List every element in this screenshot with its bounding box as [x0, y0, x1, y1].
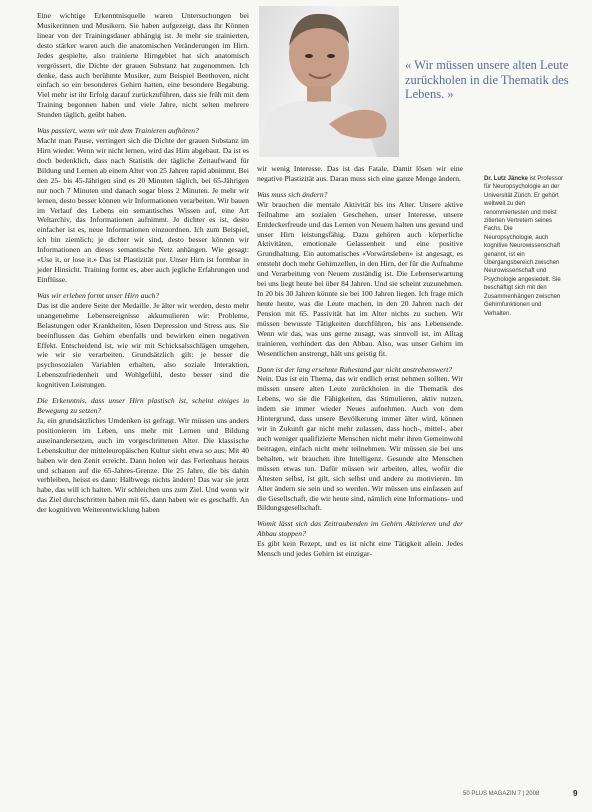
- interview-question: Womit lässt sich das Zeitraubenden im Gehirn Aktivieren und der Abbau stoppen?: [257, 519, 463, 539]
- author-bio: [484, 175, 564, 318]
- interview-question: Dann ist der lang ersehnte Ruhestand gar nicht anstrebenswert?: [257, 364, 453, 374]
- interview-question: Was passiert, wenn wir mit dem Trainieren aufhören?: [37, 126, 199, 136]
- article-paragraph: Eine wichtige Erkenntnisquelle waren Untersuchungen bei Musikerinnen und Musikern. Sie haben aufgezeigt, dass ihr Können linear von der Trainingsdauer abhängig ist. Je mehr sie trainierten, desto stärker waren auch die anatomischen Veränderungen im Hirn. Jedes gespielte, also trainierte Hirngebiet hat sich anatomisch vergrössert, die Dichte der grauen Substanz hat zugenommen. Ich denke, dass auch berühmte Musiker, zum Beispiel Beethoven, nicht einfach so ein besonderes Gehirn hatten, eine besondere Begabung. Viel mehr ist ihr Erfolg darauf zurückzuführen, dass sie früh mit dem Training begonnen haben und viele Jahre, nicht selten mehrere Stunden täglich, geübt haben.: [37, 11, 249, 120]
- portrait-illustration: [259, 6, 399, 157]
- pull-quote: « Wir müssen unsere alten Leute zurückholen in die Thematik des Lebens. »: [405, 58, 569, 101]
- article-paragraph: Ja, ein grundsätzliches Umdenken ist gefragt. Wir müssen uns anders positionieren im Leben, uns mehr mit Lernen und Bildung auseinandersetzen, auch im vorgeschrittenen Alter. Die klassische Lebenskultur der mitteleuropäischen Kultur sieht etwa so aus: Mit 40 haben wir den Zenit erreicht. Dann holen wir das Ferienhaus heraus und schauen auf die 65-Jahres-Grenze. Die 25 Jahre, die bis dahin verbleiben, heisst es dann: Halbwegs nichts ändern! Das war sie jetzt habe, das will ich halten. Wir schleichen uns zum Ziel. Und wenn wir das Ziel durchschritten haben mit 65, dann haben wir es geschafft. An der kognitiven Weiterentwicklung haben: [37, 415, 249, 515]
- article-paragraph: Wir brauchen die mentale Aktivität bis ins Alter. Unsere aktive Teilnahme am sozialen Geschehen, unser Interesse, unsere Entdeckerfreude und das Lernen von Neuem halten uns gesund und unser Hirn leistungsfähig. Dazu gehören auch körperliche Aktivitäten, emotionale Gelassenheit und eine positive Grundhaltung. Ein automatisches «Vorwärtsleben» ist angesagt, es entsteht doch mehr Gehirnzellen, in den Hirn, der für die Aufnahme und Verarbeitung von Neuem zuständig ist. Die Lebenserwartung bei uns liegt heute bei über 84 Jahren. Und sie scheint zuzunehmen. In 20 bis 30 Jahren könnte sie bei 100 Jahren liegen. Ich frage mich heute heute, was die Leute machen, in den 20 Jahren nach der Pension mit 65. Passivität hat im Alter nichts zu suchen. Wir müssen bewusste Tätigkeiten durchführen, bis ans Lebensende. Wenn wir das, was uns gerne zusagt, was sinnvoll ist, im Alltag trainieren, verhindert das den Abbau. Also, was unser Gehirn im Wesentlichen anstrengt, hält uns geistig fit.: [257, 199, 463, 358]
- author-portrait: [259, 6, 399, 157]
- author-bio-text: ist Professor für Neuropsychologie an der Universität Zürich. Er gehört weltweit zu den renommiertesten und meist zitierten Vertretern seines Fachs. Die Neuropsychologie, auch kognitive Neurowissenschaft genannt, ist ein Übergangsbereich zwischen Neurowissenschaft und Psychologie angesiedelt. Sie beschäftigt sich mit den Zusammenhängen zwischen Gehirnfunktionen und Verhalten.: [484, 176, 564, 317]
- article-paragraph: wir wenig Interesse. Das ist das Fatale. Damit lösen wir eine negative Plastizität aus. Daran muss sich eine ganze Menge ändern.: [257, 164, 463, 183]
- interview-question: Was wir erleben formt unser Hirn auch?: [37, 290, 160, 300]
- article-paragraph: Das ist die andere Seite der Medaille. Je älter wir werden, desto mehr unangenehme Lebensereignisse akkumulieren wir: Probleme, Belastungen oder Krankheiten, lösen Depression und Stress aus. Sie beeinflussen das Gehirn ebenfalls und bewirken einen negativen Effekt. Entscheidend ist, wie wir mit Schicksalsschlägen umgehen, wie wir sie verarbeiten. Grundsätzlich gilt: je besser die psychosozialen Variablen erhalten, also soziale Interaktion, Lebenszufriedenheit und Wohlgefühl, desto besser sind die kognitiven Leistungen.: [37, 300, 249, 390]
- author-name: Dr. Lutz Jäncke: [484, 176, 529, 182]
- magazine-footer: 50 PLUS MAGAZIN 7 | 2008: [463, 791, 540, 797]
- article-paragraph: Nein. Das ist ein Thema, das wir endlich ernst nehmen sollten. Wir müssen unsere alten Leute zurückholen in die Thematik des Lebens, wo sie die Fähigkeiten, das Stimulieren, aktiv nutzen, indem sie immer wieder Neues aufnehmen. Auch von dem Hintergrund, dass unsere Bevölkerung immer älter wird, können wir in Zukunft gar nicht mehr zulassen, dass hoch-, mittel-, aber auch weniger qualifizierte Menschen nicht mehr ihren Gemeinwohl beitragen, einfach nicht mehr teilnehmen. Wir müssen sie bei uns behalten, wir brauchen ihre Intelligenz. Gesunde alte Menschen müssen etwas tun. Dafür müssen wir arbeiten, alles, wofür die Ältesten selbst, ist gilt, sich selbst und andere zu motivieren. Im Alter ändern sie sein und so werden. Wir müssen uns einfassen auf die Gesellschaft, die wir heute sind, nämlich eine Informations- und Bildungsgesellschaft.: [257, 374, 463, 513]
- interview-question: Die Erkenntnis, dass unser Hirn plastisch ist, scheint einiges in Bewegung zu setzen?: [37, 396, 249, 416]
- article-column-left: [37, 11, 249, 515]
- page-number: 9: [573, 789, 578, 798]
- interview-question: Was muss sich ändern?: [257, 189, 328, 199]
- article-column-right: [257, 164, 463, 559]
- article-paragraph: Es gibt kein Rezept, und es ist nicht eine Tätigkeit allein. Jedes Mensch und jedes Gehirn ist einzigar-: [257, 539, 463, 559]
- article-paragraph: Macht man Pause, verringert sich die Dichte der grauen Substanz im Hirn wieder. Wenn wir nicht lernen, wird das Hirn abgebaut. Da ist es doch bedenklich, dass nach Statistik der tägliche Zeitaufwand für Bildung und Lernen ab einem Alter von 25 Jahren rapid abnimmt. Bei den 25- bis 45-Jährigen sind es 20 Minuten täglich, bei 65-Jährigen nur noch 7 Minuten und danach sogar bloss 2 Minuten. Je mehr wir lernen, desto besser können wir Informationen verarbeiten. Wir bauen im Verlauf des Lebens ein semantisches Wissen auf, eine Art Weltarchiv, das Informationen aufnimmt. Je dichter es ist, desto einfacher ist es, neue Informationen einzuordnen. Ich zum Beispiel, ich bin ziemlich; je dichter wir sind, desto besser können wir Informationen an dieses semantische Netz anhängen. Wie gesagt: «Use it, or lose it.» Das ist Plastizität pur. Unser Hirn ist formbar in jeder Hinsicht. Training formt es, aber auch jegliche Erfahrungen und Einflüsse.: [37, 136, 249, 284]
